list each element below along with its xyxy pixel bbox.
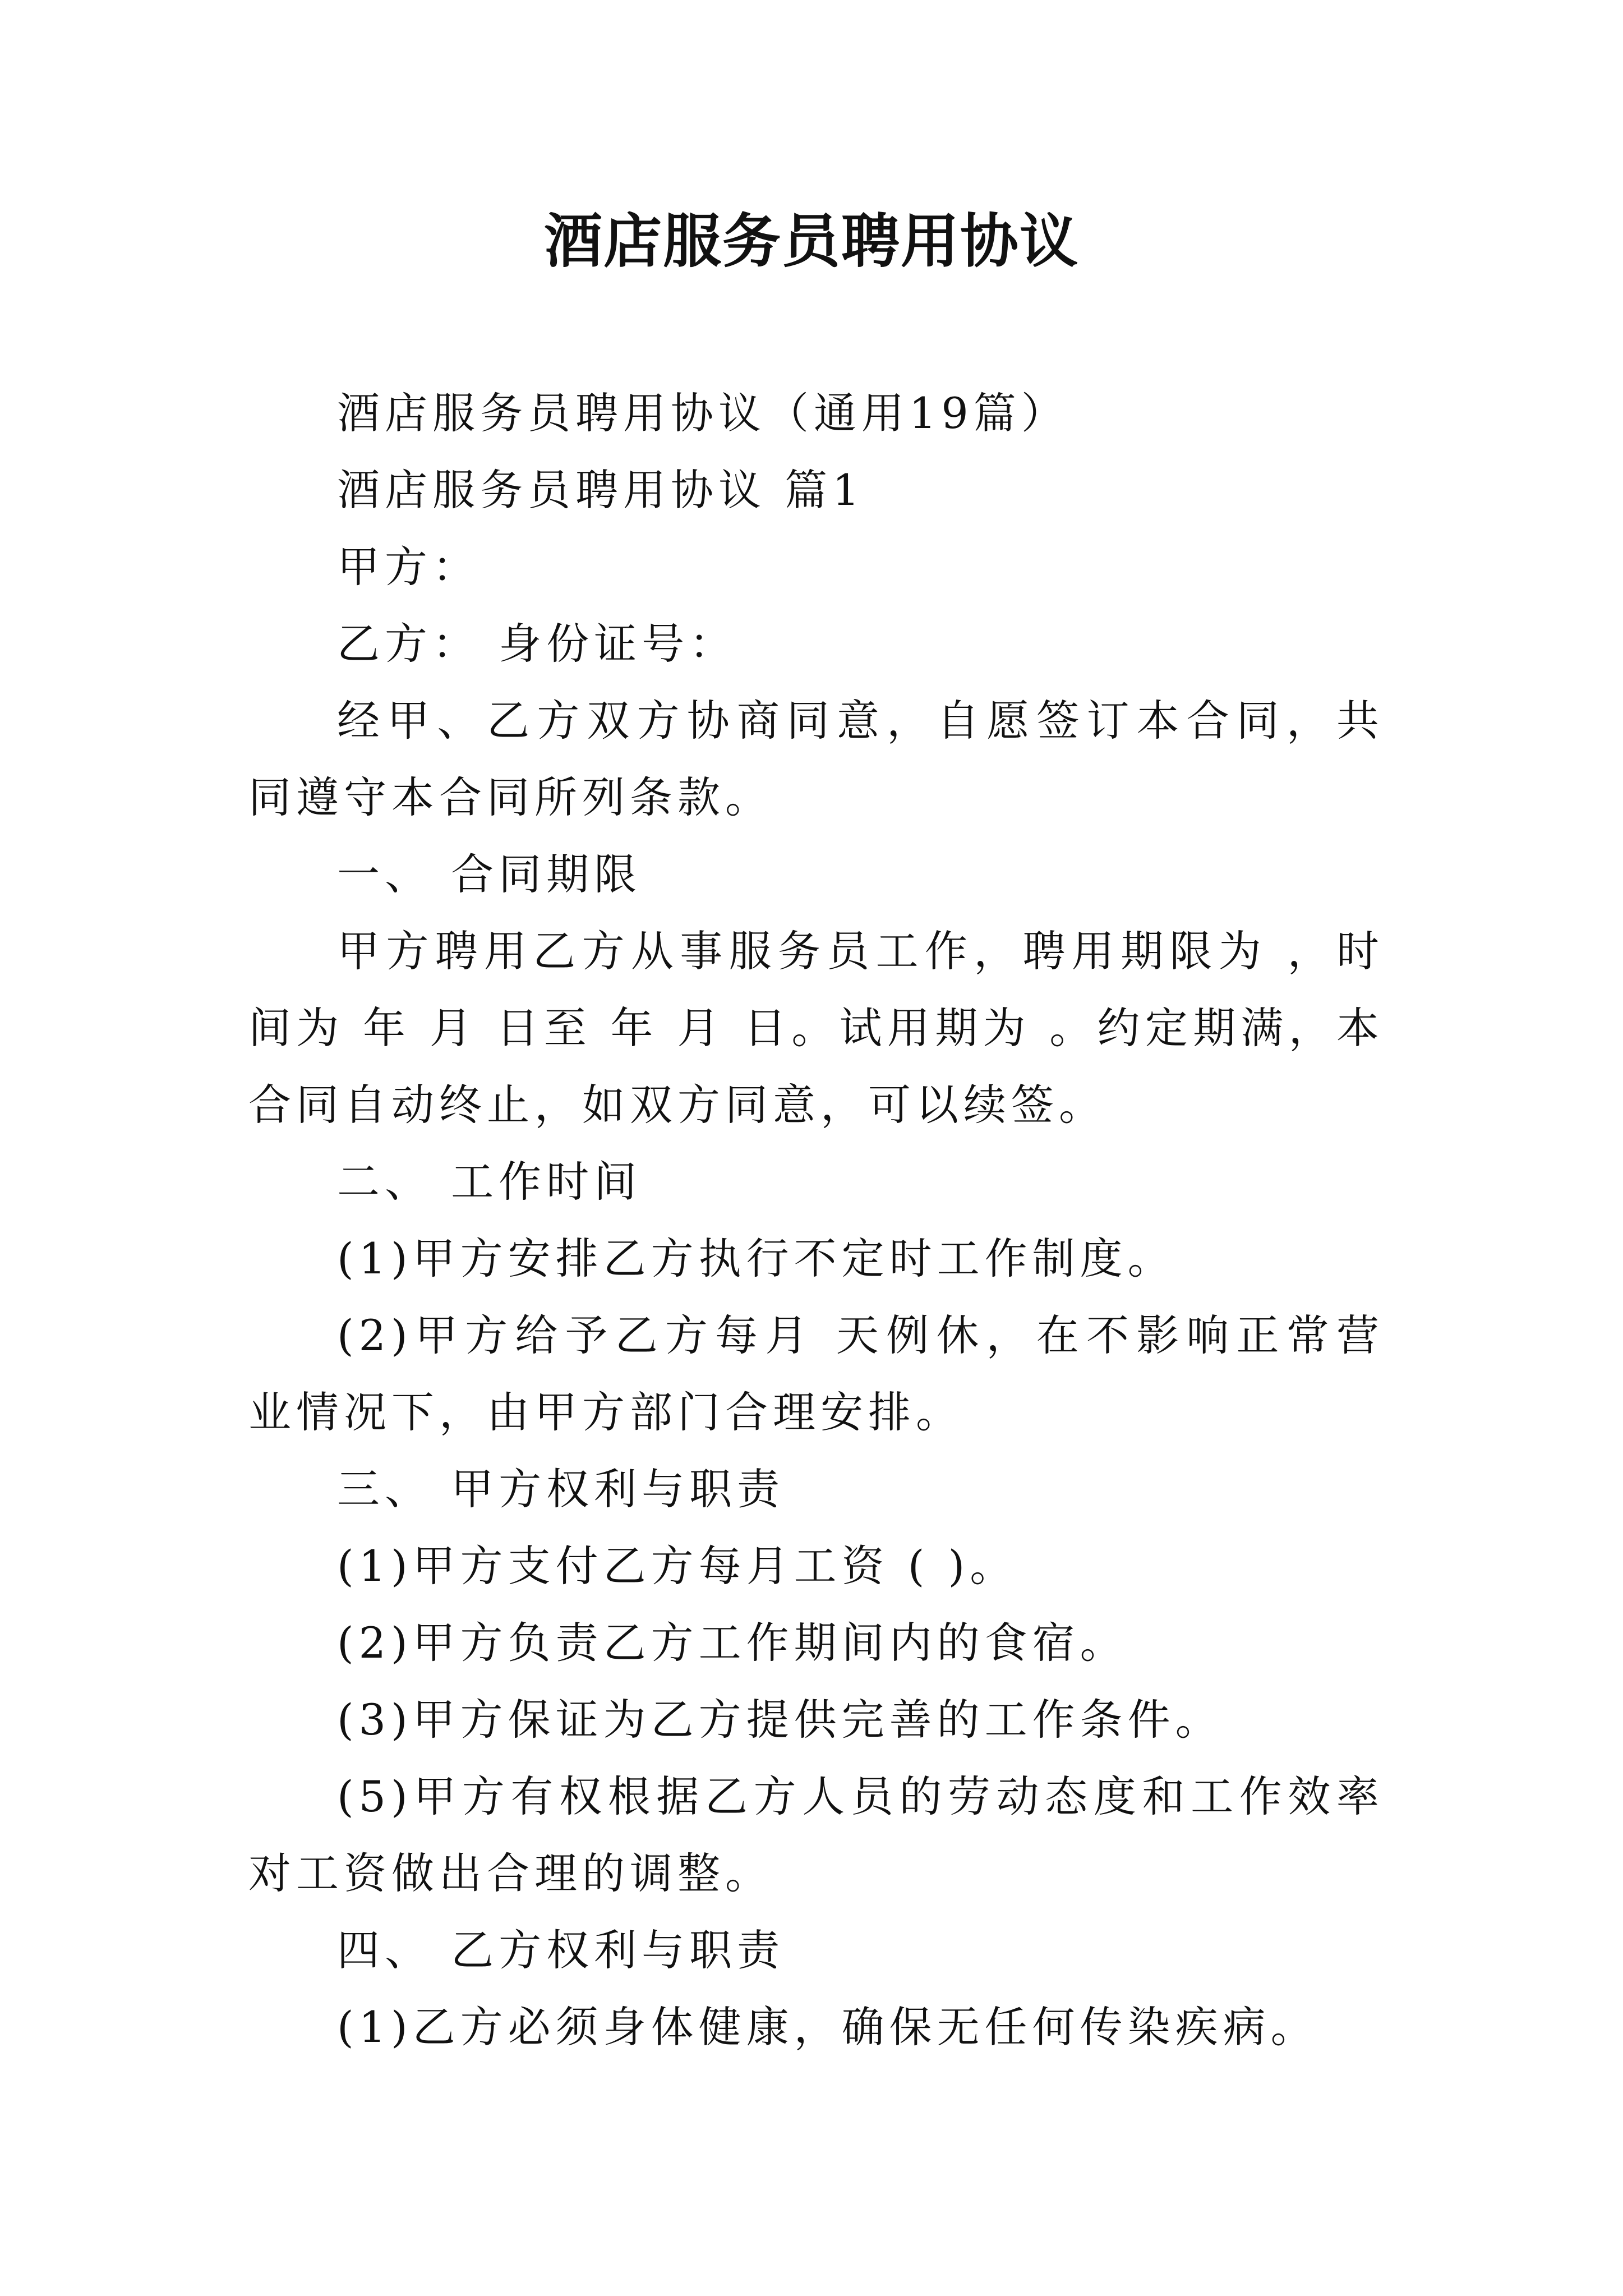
paragraph-agreement-intro: 经甲、乙方双方协商同意，自愿签订本合同，共同遵守本合同所列条款。: [248, 696, 1384, 822]
section-heading-party-a-duties: 三、 甲方权利与职责: [337, 1464, 785, 1514]
paragraph-contract-term: 甲方聘用乙方从事服务员工作，聘用期限为 ，时间为 年 月 日至 年 月 日。试用期为 。约定期满，本合同自动终止，如双方同意，可以续签。: [248, 926, 1384, 1130]
paragraph-party-b-duty-1: (1)乙方必须身体健康，确保无任何传染疾病。: [337, 2002, 1318, 2052]
document-body: [248, 375, 1384, 2065]
paragraph-party-a-duty-3: (3)甲方保证为乙方提供完善的工作条件。: [337, 1695, 1223, 1745]
paragraph-party-a-duty-5: (5)甲方有权根据乙方人员的劳动态度和工作效率对工资做出合理的调整。: [248, 1772, 1384, 1898]
paragraph-work-hours-2: (2)甲方给予乙方每月 天例休，在不影响正常营业情况下，由甲方部门合理安排。: [248, 1310, 1384, 1437]
section-heading-contract-term: 一、 合同期限: [337, 849, 642, 899]
document-title: 酒店服务员聘用协议: [543, 206, 1079, 275]
section-heading-party-b-duties: 四、 乙方权利与职责: [337, 1925, 785, 1975]
paragraph-party-a-duty-1: (1)甲方支付乙方每月工资 ( )。: [337, 1541, 1018, 1591]
paragraph-party-a-duty-2: (2)甲方负责乙方工作期间内的食宿。: [337, 1618, 1128, 1668]
paragraph-collection-title: 酒店服务员聘用协议（通用19篇）: [337, 388, 1069, 438]
paragraph-work-hours-1: (1)甲方安排乙方执行不定时工作制度。: [337, 1234, 1175, 1283]
section-heading-work-hours: 二、 工作时间: [337, 1157, 642, 1207]
paragraph-chapter-heading: 酒店服务员聘用协议 篇1: [337, 465, 865, 515]
paragraph-party-a: 甲方：: [337, 542, 480, 592]
paragraph-party-b: 乙方： 身份证号：: [337, 619, 737, 669]
